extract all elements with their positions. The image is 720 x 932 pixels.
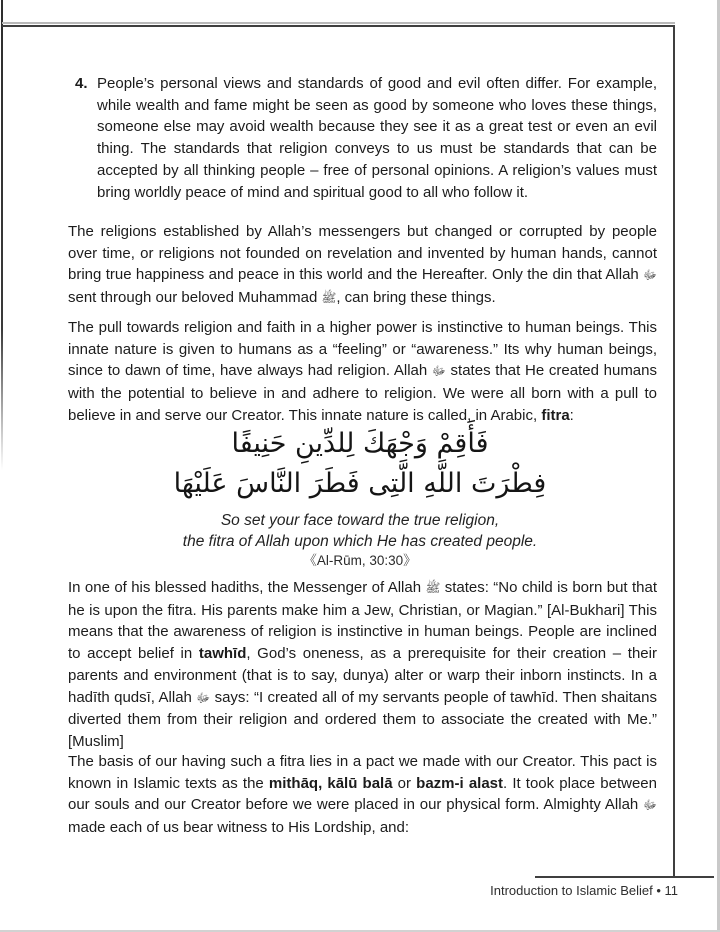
- arabic-line-2: فِطْرَتَ اللَّهِ الَّتِى فَطَرَ النَّاسَ عَلَيْهَا: [173, 468, 547, 499]
- list-item-4: [68, 73, 657, 203]
- translation-line-2: the fitra of Allah upon which He has created people.: [182, 532, 538, 550]
- list-item-number: 4.: [75, 75, 88, 92]
- verse-translation: [0, 511, 720, 552]
- paragraph-religions: The religions established by Allah’s messengers but changed or corrupted by people over time, or religions not founded on revelation and invented by human hands, cannot bring true happiness and peace in this world and the Hereafter. Only the din that Allah ﷻ sent through our beloved Muhammad ﷺ, can bring these things.: [68, 223, 657, 307]
- verse-citation: 《Al-Rūm, 30:30》: [303, 553, 417, 568]
- footer-rule: [535, 876, 714, 878]
- paragraph-pact: The basis of our having such a fitra lies in a pact we made with our Creator. This pact is known in Islamic texts as the mithāq, kālū balā or bazm-i alast. It took place between our souls and our Creator before we were placed in our physical form. Almighty Allah ﷻ made each of us bear witness to His Lordship, and:: [68, 753, 657, 837]
- page-footer: Introduction to Islamic Belief • 11: [490, 883, 678, 898]
- list-item-text: People’s personal views and standards of good and evil often differ. For example, while wealth and fame might be seen as good by someone who loves these things, someone else may avoid wealth because they see it as a great test or even an evil thing. The standards that religion conveys to us must be standards that can be accepted by all thinking people – free of personal opinions. A religion’s values must bring worldly peace of mind and spiritual good to all who follow it.: [97, 75, 657, 201]
- arabic-line-1: فَأَقِمْ وَجْهَكَ لِلدِّينِ حَنِيفًا: [231, 428, 489, 459]
- page-border-top-rule: [2, 25, 675, 27]
- translation-line-1: So set your face toward the true religion,: [220, 512, 500, 529]
- quran-verse-arabic: [0, 424, 720, 504]
- paragraph-fitra-intro: The pull towards religion and faith in a higher power is instinctive to human beings. This innate nature is given to humans as a “feeling” or “awareness.” Its why human beings, since to dawn of time, have always had religion. Allah ﷻ states that He created humans with the potential to believe in and adhere to religion. We were all born with a pull to believe in and serve our Creator. This innate nature is called, in Arabic, fitra:: [68, 319, 657, 424]
- paragraph-hadith: In one of his blessed hadiths, the Messenger of Allah ﷺ states: “No child is born but that he is upon the fitra. His parents make him a Jew, Christian, or Magian.” [Al-Bukhari] This means that the awareness of religion is instinctive in human beings. People are inclined to accept belief in tawhīd, God’s oneness, as a prerequisite for their creation – their parents and environment (that is to say, dunya) alter or warp their inborn instincts. In a hadīth qudsī, Allah ﷻ says: “I created all of my servants people of tawhīd. Then shaitans diverted them from their religion and ordered them to associate the created with Me.” [Muslim]: [68, 579, 657, 750]
- scan-edge-left: [1, 0, 3, 470]
